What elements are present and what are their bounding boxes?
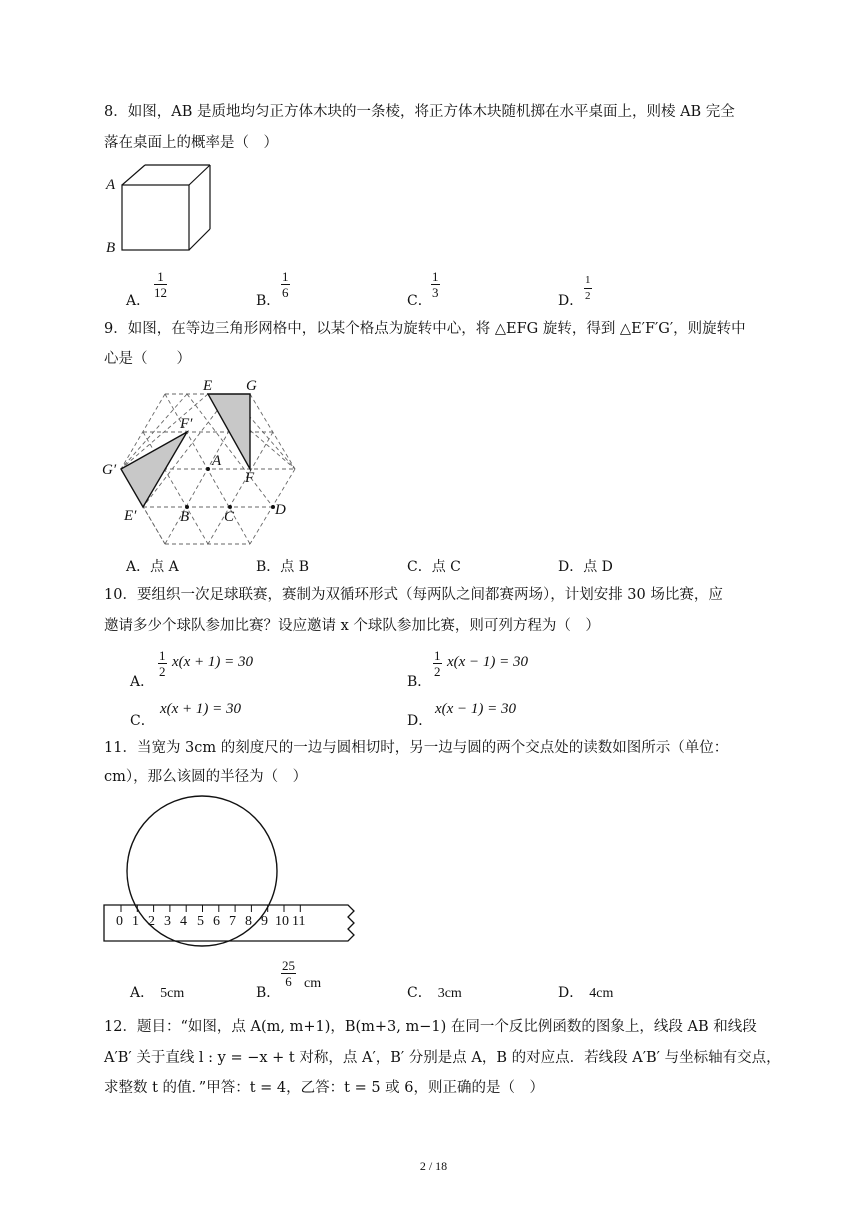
q10-option-b-expr: x(x − 1) = 30 xyxy=(447,654,529,670)
denominator: 2 xyxy=(585,290,591,302)
q12-text-line1: 12．题目：“如图，点 A(m, m+1)，B(m+3, m−1) 在同一个反比例函数的图象上，线段 AB 和线段 xyxy=(104,1019,757,1035)
q11-text-line1: 11．当宽为 3cm 的刻度尺的一边与圆相切时，另一边与圆的两个交点处的读数如图所示（单位： xyxy=(104,740,729,756)
ruler-tick-label: 1 xyxy=(132,914,139,929)
numerator: 1 xyxy=(434,648,441,663)
option-key: D． xyxy=(558,559,584,575)
q10-option-d-expr: x(x − 1) = 30 xyxy=(435,701,517,717)
q9-text-line2: 心是（ ） xyxy=(104,351,191,367)
ruler-tick-label: 9 xyxy=(261,914,268,929)
grid-label-F-prime: F′ xyxy=(180,416,193,432)
page-number: 2 / 18 xyxy=(419,1159,448,1173)
ruler-tick-label: 2 xyxy=(148,914,155,929)
ruler-tick-label: 0 xyxy=(116,914,123,929)
option-text: 4cm xyxy=(589,986,614,1001)
option-key: A． xyxy=(130,985,155,1001)
ruler-tick-label: 10 xyxy=(275,914,289,929)
q9-option-d[interactable] xyxy=(558,556,613,576)
option-key: A． xyxy=(130,674,155,690)
numerator: 1 xyxy=(584,273,592,289)
ruler-circle-figure xyxy=(100,795,370,955)
q10-option-a-half xyxy=(158,648,167,679)
cube-label-A: A xyxy=(106,177,116,193)
numerator: 1 xyxy=(432,269,439,284)
option-text: 点 A xyxy=(150,559,179,575)
q11-text-line2: cm），那么该圆的半径为（ ） xyxy=(104,769,308,785)
cube-label-B: B xyxy=(106,240,116,256)
q11-option-d[interactable] xyxy=(558,982,613,1002)
q8-option-c[interactable] xyxy=(407,290,432,310)
q8-option-d[interactable] xyxy=(558,290,583,310)
option-key: D． xyxy=(558,985,584,1001)
option-key: C． xyxy=(407,985,432,1001)
option-key: B． xyxy=(256,293,281,309)
option-key: B． xyxy=(256,559,281,575)
option-key: C． xyxy=(130,713,155,729)
q11-option-b-unit: cm xyxy=(304,976,322,991)
numerator: 25 xyxy=(282,958,295,973)
option-text: 点 D xyxy=(583,559,613,575)
q10-option-d[interactable] xyxy=(407,710,432,730)
q11-option-c[interactable] xyxy=(407,982,462,1002)
q8-option-c-fraction xyxy=(431,269,440,300)
denominator: 6 xyxy=(285,974,292,989)
option-text: 点 B xyxy=(280,559,310,575)
cube-figure xyxy=(100,163,220,258)
q8-option-a[interactable] xyxy=(126,290,150,310)
grid-label-B: B xyxy=(180,509,190,525)
q8-option-b[interactable] xyxy=(256,290,280,310)
q11-option-a[interactable] xyxy=(130,982,184,1002)
grid-label-F: F xyxy=(245,470,255,486)
grid-label-G-prime: G′ xyxy=(102,462,117,478)
q8-option-d-fraction xyxy=(584,273,592,304)
q8-text-line1: 8．如图，AB 是质地均匀正方体木块的一条棱，将正方体木块随机掷在水平桌面上，则棱 AB 完全 xyxy=(104,104,735,120)
q8-option-b-fraction xyxy=(281,269,290,300)
grid-label-G: G xyxy=(246,378,257,394)
option-key: A． xyxy=(126,559,151,575)
q8-text-line2: 落在桌面上的概率是（ ） xyxy=(104,135,278,151)
grid-label-C: C xyxy=(224,509,235,525)
q9-text-line1: 9．如图，在等边三角形网格中，以某个格点为旋转中心，将 △EFG 旋转，得到 △E′F′G′，则旋转中 xyxy=(104,321,746,337)
numerator: 1 xyxy=(154,269,167,285)
option-key: B． xyxy=(407,674,432,690)
q10-text-line2: 邀请多少个球队参加比赛？设应邀请 x 个球队参加比赛，则可列方程为（ ） xyxy=(104,618,600,634)
q9-option-c[interactable] xyxy=(407,556,461,576)
option-text: 点 C xyxy=(431,559,461,575)
denominator: 2 xyxy=(434,664,441,679)
option-key: B． xyxy=(256,985,281,1001)
q8-option-a-fraction xyxy=(154,269,167,300)
numerator: 1 xyxy=(282,269,289,284)
grid-label-E: E xyxy=(203,378,213,394)
q9-option-a[interactable] xyxy=(126,556,179,576)
ruler-tick-label: 11 xyxy=(292,914,306,929)
option-text: 3cm xyxy=(437,986,462,1001)
q10-option-c-expr: x(x + 1) = 30 xyxy=(160,701,242,717)
q10-option-b-half xyxy=(433,648,442,679)
option-key: D． xyxy=(558,293,584,309)
q11-option-b-fraction xyxy=(281,958,296,989)
grid-label-A: A xyxy=(212,453,222,469)
ruler-tick-label: 4 xyxy=(180,914,187,929)
q11-option-b[interactable] xyxy=(256,982,280,1002)
denominator: 6 xyxy=(282,285,289,300)
option-key: A． xyxy=(126,293,151,309)
denominator: 2 xyxy=(159,664,166,679)
denominator: 12 xyxy=(154,285,167,300)
option-text: 5cm xyxy=(160,986,185,1001)
q12-text-line3: 求整数 t 的值．”甲答：t = 4，乙答：t = 5 或 6，则正确的是（ ） xyxy=(104,1080,544,1096)
option-key: C． xyxy=(407,293,432,309)
ruler-tick-label: 6 xyxy=(213,914,220,929)
q12-text-line2: A′B′ 关于直线 l : y = −x + t 对称，点 A′，B′ 分别是点 A，B 的对应点．若线段 A′B′ 与坐标轴有交点， xyxy=(104,1050,781,1066)
ruler-tick-label: 8 xyxy=(245,914,252,929)
q10-option-a[interactable] xyxy=(130,671,154,691)
triangle-grid-figure xyxy=(110,382,310,552)
option-key: C． xyxy=(407,559,432,575)
q9-option-b[interactable] xyxy=(256,556,309,576)
ruler-tick-label: 7 xyxy=(229,914,236,929)
ruler-tick-label: 3 xyxy=(164,914,171,929)
denominator: 3 xyxy=(432,285,439,300)
numerator: 1 xyxy=(159,648,166,663)
q10-option-a-expr: x(x + 1) = 30 xyxy=(172,654,254,670)
option-key: D． xyxy=(407,713,433,729)
ruler-tick-label: 5 xyxy=(197,914,204,929)
grid-label-D: D xyxy=(275,502,286,518)
q10-text-line1: 10．要组织一次足球联赛，赛制为双循环形式（每两队之间都赛两场），计划安排 30 场比赛，应 xyxy=(104,587,723,603)
q10-option-c[interactable] xyxy=(130,710,155,730)
q10-option-b[interactable] xyxy=(407,671,431,691)
grid-label-E-prime: E′ xyxy=(124,508,137,524)
